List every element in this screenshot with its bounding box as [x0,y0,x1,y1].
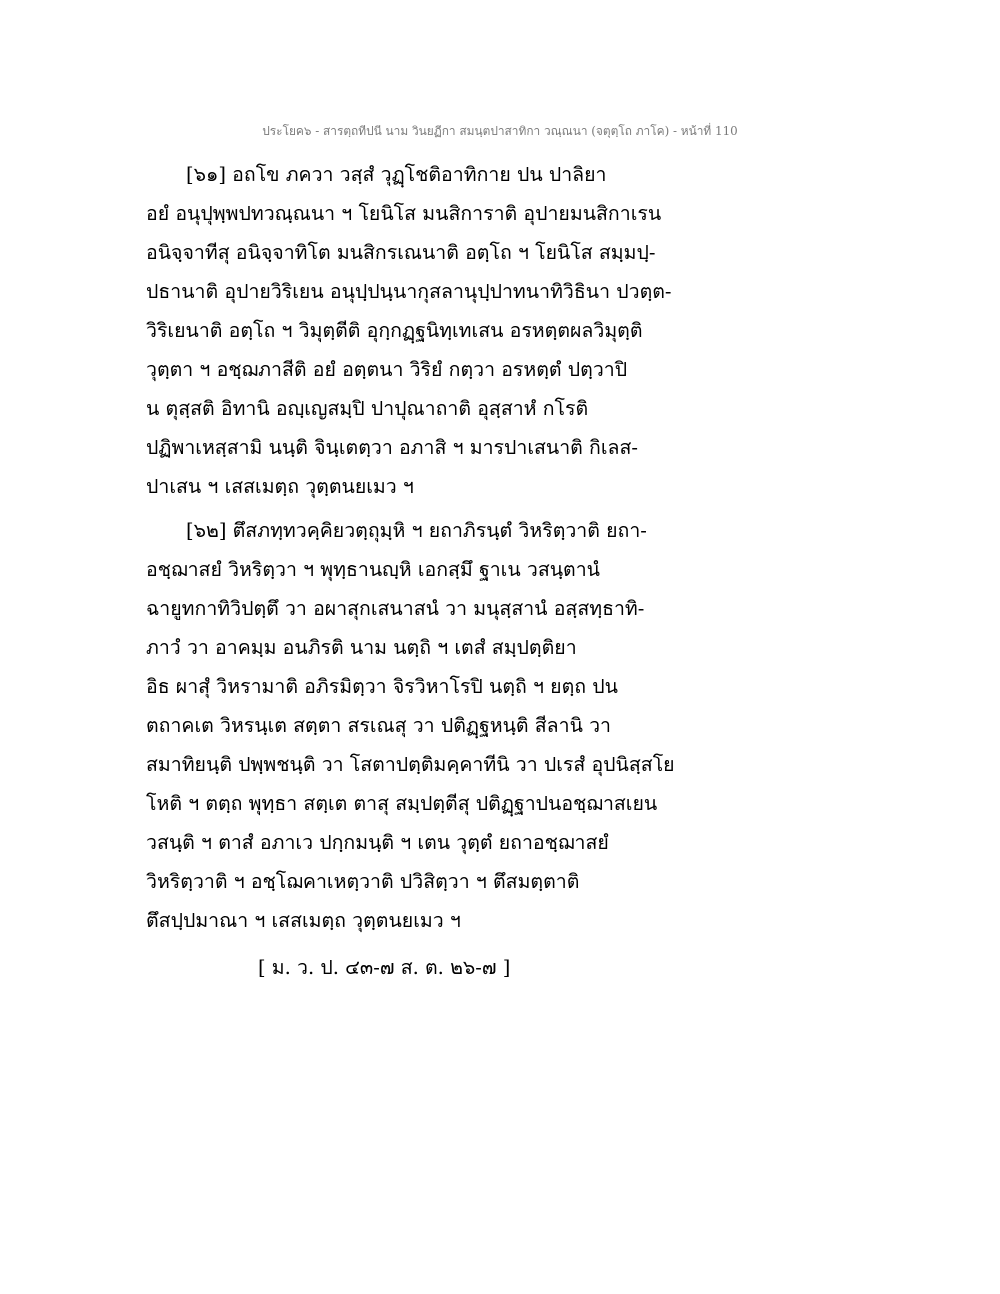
paragraph-61-line-9: ปาเสน ฯ เสสเมตฺถ วุตฺตนยเมว ฯ [146,475,414,498]
paragraph-61-line-3: อนิจฺจาทีสุ อนิจฺจาทิโต มนสิกรเณนาติ อตฺโถ ฯ โยนิโส สมฺมปฺ- [146,241,656,264]
paragraph-61-line-7: น ตุสฺสติ อิทานิ อญฺเญสมฺปิ ปาปุณาถาติ อุสฺสาหํ กโรติ [146,397,589,420]
paragraph-62-line-3: ฉายูทกาทิวิปตฺตึ วา อผาสุกเสนาสนํ วา มนุสฺสานํ อสฺสทฺธาทิ- [146,597,645,620]
paragraph-61-line-1: [๖๑] อถโข ภควา วสฺสํ วุฏฺโชติอาทิกาย ปน ปาลิยา [186,163,607,186]
running-header: ประโยค๖ - สารตฺถทีปนี นาม วินยฏีกา สมนฺตปาสาทิกา วณฺณนา (จตุตฺโถ ภาโค) - หน้าที่ 110 [262,124,738,138]
paragraph-61-line-4: ปธานาติ อุปายวิริเยน อนุปฺปนฺนากุสลานุปฺปาทนาทิวิธินา ปวตฺต- [146,280,672,303]
paragraph-62-line-5: อิธ ผาสุํ วิหรามาติ อภิรมิตฺวา จิรวิหาโรปิ นตฺถิ ฯ ยตฺถ ปน [146,675,618,698]
paragraph-62-line-2: อชฺฌาสยํ วิหริตฺวา ฯ พุทฺธานญฺหิ เอกสฺมึ ฐาเน วสนฺตานํ [146,558,600,581]
paragraph-61-line-6: วุตฺตา ฯ อชฺฌภาสีติ อยํ อตฺตนา วิริยํ กตฺวา อรหตฺตํ ปตฺวาปิ [146,358,628,381]
paragraph-62-line-11: ตึสปฺปมาณา ฯ เสสเมตฺถ วุตฺตนยเมว ฯ [146,909,461,932]
paragraph-61-line-2: อยํ อนุปุพฺพปทวณฺณนา ฯ โยนิโส มนสิการาติ อุปายมนสิกาเรน [146,202,662,225]
source-citation: [ ม. ว. ป. ๔๓-๗ ส. ต. ๒๖-๗ ] [258,956,511,979]
paragraph-62-line-8: โหติ ฯ ตตฺถ พุทฺธา สตฺเต ตาสุ สมฺปตฺตีสุ ปติฏฺฐาปนอชฺฌาสเยน [146,792,658,815]
paragraph-61-line-5: วิริเยนาติ อตฺโถ ฯ วิมุตฺตีติ อุกฺกฏฺฐนิทฺเทเสน อรหตฺตผลวิมุตฺติ [146,319,643,342]
paragraph-62-line-6: ตถาคเต วิหรนฺเต สตฺตา สรเณสุ วา ปติฏฺฐหนฺติ สีลานิ วา [146,714,612,737]
paragraph-62-line-10: วิหริตฺวาติ ฯ อชฺโฌคาเหตฺวาติ ปวิสิตฺวา ฯ ตึสมตฺตาติ [146,870,580,893]
paragraph-61-line-8: ปฏิพาเหสฺสามิ นนฺติ จินฺเตตฺวา อภาสิ ฯ มารปาเสนาติ กิเลส- [146,436,638,459]
paragraph-62-line-9: วสนฺติ ฯ ตาสํ อภาเว ปกฺกมนฺติ ฯ เตน วุตฺตํ ยถาอชฺฌาสยํ [146,831,609,854]
paragraph-62-line-1: [๖๒] ตึสภทฺทวคฺคิยวตฺถุมฺหิ ฯ ยถาภิรนฺตํ วิหริตฺวาติ ยถา- [186,519,647,542]
paragraph-62-line-4: ภาวํ วา อาคมฺม อนภิรติ นาม นตฺถิ ฯ เตสํ สมฺปตฺติยา [146,636,577,659]
paragraph-62-line-7: สมาทิยนฺติ ปพฺพชนฺติ วา โสตาปตฺติมคฺคาทีนิ วา ปเรสํ อุปนิสฺสโย [146,753,675,776]
